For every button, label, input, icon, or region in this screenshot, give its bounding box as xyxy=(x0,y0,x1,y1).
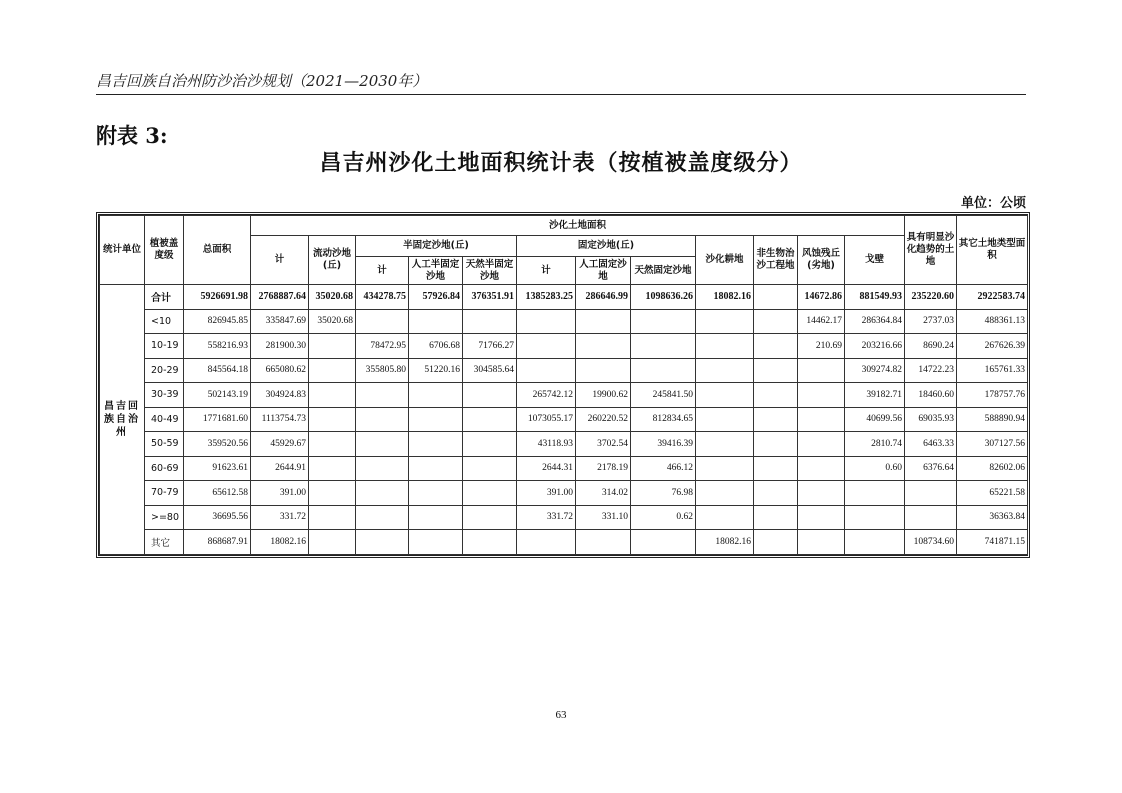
header-other-land: 其它土地类型面积 xyxy=(957,216,1028,285)
header-semi-fixed-artificial: 人工半固定沙地 xyxy=(409,257,463,285)
value-cell xyxy=(696,456,754,481)
value-cell: 165761.33 xyxy=(957,358,1028,383)
value-cell xyxy=(309,456,356,481)
value-cell xyxy=(754,505,798,530)
value-cell xyxy=(463,456,517,481)
value-cell xyxy=(309,407,356,432)
value-cell xyxy=(631,334,696,359)
value-cell xyxy=(409,407,463,432)
grade-cell: 20-29 xyxy=(145,358,184,383)
value-cell xyxy=(798,407,845,432)
value-cell xyxy=(409,456,463,481)
value-cell xyxy=(356,530,409,555)
value-cell: 39182.71 xyxy=(845,383,905,408)
value-cell: 391.00 xyxy=(251,481,309,506)
value-cell xyxy=(696,505,754,530)
value-cell: 286646.99 xyxy=(576,285,631,310)
value-cell: 588890.94 xyxy=(957,407,1028,432)
value-cell: 826945.85 xyxy=(184,309,251,334)
value-cell: 488361.13 xyxy=(957,309,1028,334)
header-obvious-tendency: 具有明显沙化趋势的土地 xyxy=(905,216,957,285)
table-row xyxy=(100,432,1028,457)
value-cell xyxy=(845,505,905,530)
value-cell: 91623.61 xyxy=(184,456,251,481)
value-cell: 36695.56 xyxy=(184,505,251,530)
grade-cell: >=80 xyxy=(145,505,184,530)
value-cell xyxy=(696,407,754,432)
value-cell: 304924.83 xyxy=(251,383,309,408)
value-cell: 434278.75 xyxy=(356,285,409,310)
value-cell: 0.60 xyxy=(845,456,905,481)
value-cell: 108734.60 xyxy=(905,530,957,555)
value-cell xyxy=(905,505,957,530)
table-row xyxy=(100,407,1028,432)
value-cell: 281900.30 xyxy=(251,334,309,359)
value-cell xyxy=(754,456,798,481)
value-cell: 235220.60 xyxy=(905,285,957,310)
value-cell: 845564.18 xyxy=(184,358,251,383)
value-cell xyxy=(309,334,356,359)
value-cell: 3702.54 xyxy=(576,432,631,457)
table-row xyxy=(100,530,1028,555)
value-cell xyxy=(798,456,845,481)
value-cell: 355805.80 xyxy=(356,358,409,383)
value-cell: 307127.56 xyxy=(957,432,1028,457)
value-cell: 245841.50 xyxy=(631,383,696,408)
value-cell xyxy=(356,432,409,457)
statistics-table xyxy=(99,215,1028,555)
value-cell xyxy=(845,530,905,555)
table-row xyxy=(100,456,1028,481)
table-row xyxy=(100,481,1028,506)
value-cell xyxy=(309,530,356,555)
table-row xyxy=(100,334,1028,359)
unit-label: 单位：公顷 xyxy=(960,196,1026,211)
page-number: 63 xyxy=(555,709,567,721)
grade-cell: 其它 xyxy=(145,530,184,555)
value-cell: 6706.68 xyxy=(409,334,463,359)
value-cell: 812834.65 xyxy=(631,407,696,432)
value-cell: 57926.84 xyxy=(409,285,463,310)
value-cell: 267626.39 xyxy=(957,334,1028,359)
value-cell: 304585.64 xyxy=(463,358,517,383)
value-cell: 18082.16 xyxy=(696,285,754,310)
grade-cell: 70-79 xyxy=(145,481,184,506)
header-wind-erosion: 风蚀残丘(劣地) xyxy=(798,236,845,285)
statistics-table-frame xyxy=(96,212,1030,558)
header-fixed-group: 固定沙地(丘) xyxy=(517,236,696,257)
value-cell xyxy=(309,505,356,530)
value-cell: 76.98 xyxy=(631,481,696,506)
value-cell: 1385283.25 xyxy=(517,285,576,310)
value-cell: 2644.91 xyxy=(251,456,309,481)
value-cell xyxy=(798,432,845,457)
value-cell: 82602.06 xyxy=(957,456,1028,481)
value-cell xyxy=(309,383,356,408)
value-cell: 2737.03 xyxy=(905,309,957,334)
value-cell xyxy=(798,383,845,408)
value-cell xyxy=(309,481,356,506)
value-cell: 14462.17 xyxy=(798,309,845,334)
header-semi-fixed-group: 半固定沙地(丘) xyxy=(356,236,517,257)
value-cell: 2768887.64 xyxy=(251,285,309,310)
header-desertified-farmland: 沙化耕地 xyxy=(696,236,754,285)
value-cell: 6463.33 xyxy=(905,432,957,457)
value-cell xyxy=(409,432,463,457)
value-cell xyxy=(463,383,517,408)
grade-cell: 60-69 xyxy=(145,456,184,481)
value-cell xyxy=(463,407,517,432)
value-cell: 14722.23 xyxy=(905,358,957,383)
table-row xyxy=(100,285,1028,310)
grade-cell: 50-59 xyxy=(145,432,184,457)
value-cell: 881549.93 xyxy=(845,285,905,310)
value-cell: 65221.58 xyxy=(957,481,1028,506)
table-row xyxy=(100,505,1028,530)
header-mobile-dunes: 流动沙地(丘) xyxy=(309,236,356,285)
value-cell xyxy=(356,383,409,408)
value-cell xyxy=(356,407,409,432)
value-cell xyxy=(463,309,517,334)
value-cell: 502143.19 xyxy=(184,383,251,408)
value-cell xyxy=(631,309,696,334)
grade-cell: 10-19 xyxy=(145,334,184,359)
header-fixed-artificial: 人工固定沙地 xyxy=(576,257,631,285)
value-cell xyxy=(798,505,845,530)
header-desertified-group: 沙化土地面积 xyxy=(251,216,905,236)
value-cell: 265742.12 xyxy=(517,383,576,408)
value-cell xyxy=(356,481,409,506)
value-cell: 36363.84 xyxy=(957,505,1028,530)
value-cell: 40699.56 xyxy=(845,407,905,432)
value-cell: 558216.93 xyxy=(184,334,251,359)
table-row xyxy=(100,358,1028,383)
value-cell: 14672.86 xyxy=(798,285,845,310)
value-cell xyxy=(798,358,845,383)
value-cell: 6376.64 xyxy=(905,456,957,481)
value-cell: 309274.82 xyxy=(845,358,905,383)
value-cell xyxy=(696,432,754,457)
value-cell: 69035.93 xyxy=(905,407,957,432)
value-cell xyxy=(517,309,576,334)
value-cell xyxy=(754,334,798,359)
value-cell xyxy=(754,432,798,457)
value-cell: 359520.56 xyxy=(184,432,251,457)
value-cell xyxy=(517,358,576,383)
value-cell xyxy=(754,309,798,334)
table-body xyxy=(100,285,1028,555)
value-cell xyxy=(463,481,517,506)
value-cell: 65612.58 xyxy=(184,481,251,506)
value-cell: 178757.76 xyxy=(957,383,1028,408)
value-cell xyxy=(356,309,409,334)
value-cell: 1113754.73 xyxy=(251,407,309,432)
value-cell xyxy=(798,481,845,506)
value-cell: 466.12 xyxy=(631,456,696,481)
value-cell: 331.72 xyxy=(251,505,309,530)
value-cell: 210.69 xyxy=(798,334,845,359)
value-cell: 5926691.98 xyxy=(184,285,251,310)
value-cell: 286364.84 xyxy=(845,309,905,334)
value-cell xyxy=(798,530,845,555)
value-cell xyxy=(576,309,631,334)
value-cell: 331.72 xyxy=(517,505,576,530)
value-cell xyxy=(463,432,517,457)
grade-cell: 30-39 xyxy=(145,383,184,408)
value-cell xyxy=(696,358,754,383)
value-cell xyxy=(631,358,696,383)
value-cell xyxy=(754,530,798,555)
header-grade: 植被盖度级 xyxy=(145,216,184,285)
header-rule xyxy=(96,94,1026,95)
value-cell: 71766.27 xyxy=(463,334,517,359)
value-cell xyxy=(409,309,463,334)
header-semi-fixed-subtotal: 计 xyxy=(356,257,409,285)
value-cell xyxy=(463,505,517,530)
value-cell xyxy=(309,432,356,457)
header-unit: 统计单位 xyxy=(100,216,145,285)
appendix-label: 附表 3: xyxy=(96,123,168,148)
value-cell: 376351.91 xyxy=(463,285,517,310)
value-cell: 2178.19 xyxy=(576,456,631,481)
value-cell: 51220.16 xyxy=(409,358,463,383)
value-cell: 0.62 xyxy=(631,505,696,530)
value-cell xyxy=(356,505,409,530)
value-cell xyxy=(696,383,754,408)
value-cell: 18082.16 xyxy=(251,530,309,555)
value-cell: 78472.95 xyxy=(356,334,409,359)
value-cell: 391.00 xyxy=(517,481,576,506)
unit-name-cell: 昌吉回族自治州 xyxy=(100,285,145,555)
value-cell xyxy=(696,334,754,359)
value-cell xyxy=(409,383,463,408)
value-cell: 35020.68 xyxy=(309,309,356,334)
value-cell: 18460.60 xyxy=(905,383,957,408)
value-cell: 203216.66 xyxy=(845,334,905,359)
value-cell: 18082.16 xyxy=(696,530,754,555)
value-cell: 45929.67 xyxy=(251,432,309,457)
value-cell: 1073055.17 xyxy=(517,407,576,432)
value-cell: 331.10 xyxy=(576,505,631,530)
header-semi-fixed-natural: 天然半固定沙地 xyxy=(463,257,517,285)
value-cell xyxy=(754,285,798,310)
value-cell xyxy=(754,407,798,432)
header-fixed-subtotal: 计 xyxy=(517,257,576,285)
table-title: 昌吉州沙化土地面积统计表（按植被盖度级分） xyxy=(319,151,803,176)
grade-cell: 40-49 xyxy=(145,407,184,432)
value-cell xyxy=(631,530,696,555)
value-cell: 43118.93 xyxy=(517,432,576,457)
value-cell xyxy=(754,383,798,408)
header-subtotal: 计 xyxy=(251,236,309,285)
value-cell xyxy=(356,456,409,481)
value-cell xyxy=(409,481,463,506)
value-cell xyxy=(517,530,576,555)
value-cell: 8690.24 xyxy=(905,334,957,359)
value-cell: 2922583.74 xyxy=(957,285,1028,310)
table-row xyxy=(100,383,1028,408)
value-cell: 2644.31 xyxy=(517,456,576,481)
value-cell xyxy=(754,358,798,383)
value-cell xyxy=(754,481,798,506)
value-cell: 314.02 xyxy=(576,481,631,506)
running-header: 昌吉回族自治州防沙治沙规划（2021—2030年） xyxy=(96,72,428,90)
value-cell xyxy=(517,334,576,359)
value-cell xyxy=(576,530,631,555)
value-cell: 665080.62 xyxy=(251,358,309,383)
value-cell xyxy=(696,309,754,334)
header-total-area: 总面积 xyxy=(184,216,251,285)
value-cell xyxy=(309,358,356,383)
header-non-bio-works: 非生物治沙工程地 xyxy=(754,236,798,285)
grade-cell: 合计 xyxy=(145,285,184,310)
table-row xyxy=(100,309,1028,334)
value-cell: 1098636.26 xyxy=(631,285,696,310)
value-cell: 868687.91 xyxy=(184,530,251,555)
value-cell xyxy=(409,505,463,530)
grade-cell: <10 xyxy=(145,309,184,334)
value-cell: 741871.15 xyxy=(957,530,1028,555)
value-cell xyxy=(463,530,517,555)
value-cell: 39416.39 xyxy=(631,432,696,457)
value-cell: 1771681.60 xyxy=(184,407,251,432)
header-fixed-natural: 天然固定沙地 xyxy=(631,257,696,285)
value-cell: 2810.74 xyxy=(845,432,905,457)
value-cell xyxy=(696,481,754,506)
value-cell xyxy=(576,334,631,359)
value-cell: 260220.52 xyxy=(576,407,631,432)
value-cell xyxy=(905,481,957,506)
value-cell xyxy=(576,358,631,383)
value-cell: 335847.69 xyxy=(251,309,309,334)
value-cell xyxy=(845,481,905,506)
header-gobi: 戈壁 xyxy=(845,236,905,285)
value-cell xyxy=(409,530,463,555)
value-cell: 19900.62 xyxy=(576,383,631,408)
value-cell: 35020.68 xyxy=(309,285,356,310)
